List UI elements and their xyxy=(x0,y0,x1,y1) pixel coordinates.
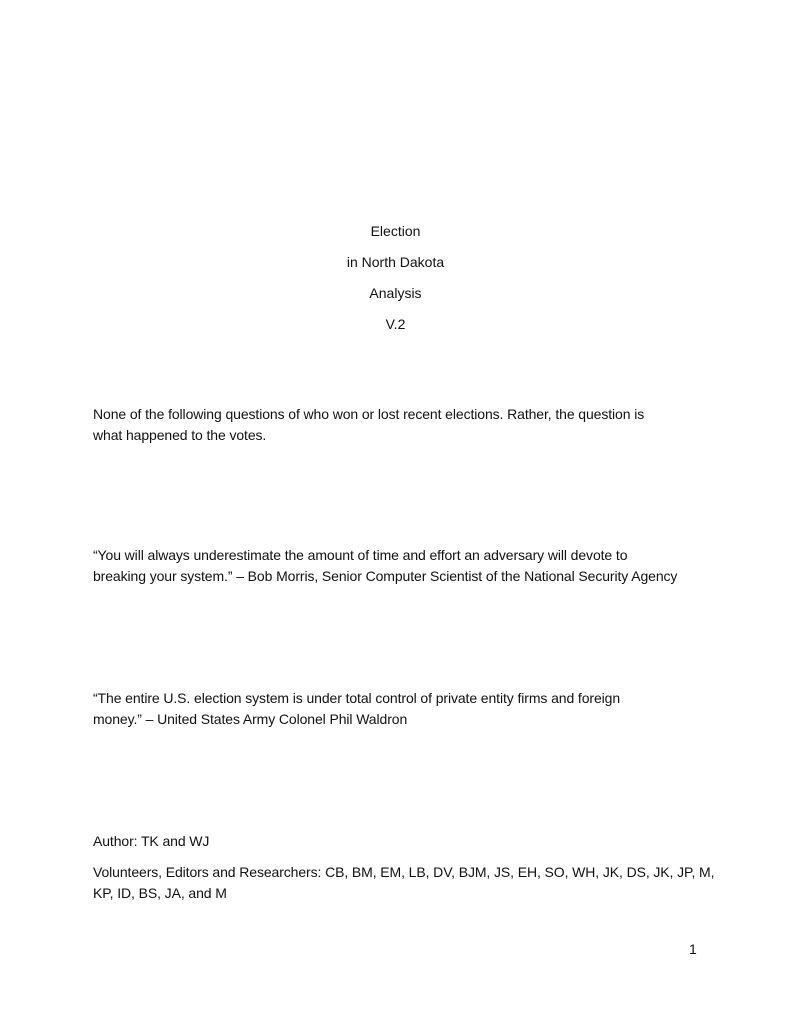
intro-line-2: what happened to the votes. xyxy=(93,427,267,443)
intro-line-1: None of the following questions of who won or lost recent elections. Rather, the question is xyxy=(93,406,645,422)
quote-waldron-line-1: “The entire U.S. election system is under total control of private entity firms and foreign xyxy=(93,690,621,706)
title-election: Election xyxy=(370,223,421,239)
title-version: V.2 xyxy=(385,316,406,332)
quote-morris xyxy=(93,545,713,587)
quote-waldron-line-2: money.” – United States Army Colonel Phil Waldron xyxy=(93,711,408,727)
author-credit xyxy=(93,831,713,852)
quote-morris-line-1: “You will always underestimate the amount of time and effort an adversary will devote to xyxy=(93,547,628,563)
quote-waldron xyxy=(93,688,713,730)
quote-morris-line-2: breaking your system.” – Bob Morris, Senior Computer Scientist of the National Security Agency xyxy=(93,568,678,584)
volunteers-line-1: Volunteers, Editors and Researchers: CB, BM, EM, LB, DV, BJM, JS, EH, SO, WH, JK, DS, JK, JP, M, xyxy=(93,864,715,880)
volunteers-line-2: KP, ID, BS, JA, and M xyxy=(93,885,227,901)
page-number: 1 xyxy=(689,941,697,957)
title-analysis: Analysis xyxy=(369,285,422,301)
intro-paragraph xyxy=(93,404,713,446)
volunteers-credit xyxy=(93,862,713,904)
author-line: Author: TK and WJ xyxy=(93,833,210,849)
title-location: in North Dakota xyxy=(346,254,445,270)
